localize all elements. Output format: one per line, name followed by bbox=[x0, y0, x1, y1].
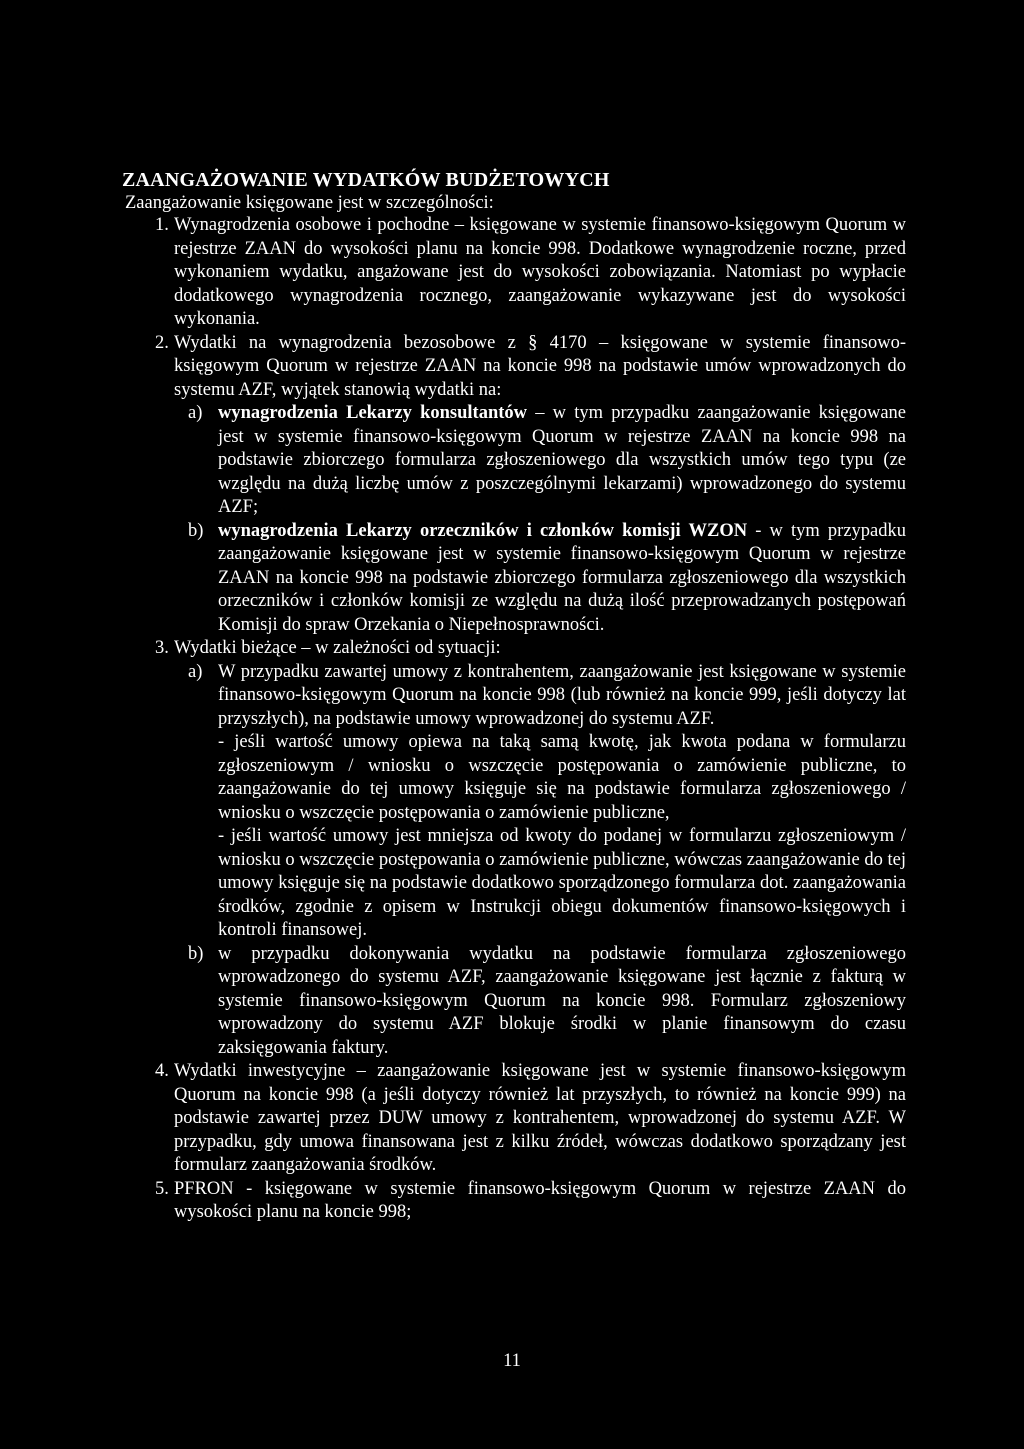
item-number: 5. bbox=[155, 1178, 169, 1199]
sub-item-letter: b) bbox=[188, 520, 204, 541]
items-list bbox=[122, 214, 906, 1225]
list-item bbox=[122, 332, 906, 638]
sub-item bbox=[122, 402, 906, 520]
sub-item-letter: b) bbox=[188, 943, 204, 964]
item-number: 1. bbox=[155, 215, 169, 235]
item-text: Wynagrodzenia osobowe i pochodne – księgowane w systemie finansowo-księgowym Quorum w rejestrze ZAAN do wysokości planu na koncie 998. Dodatkowe wynagrodzenie roczne, przed wykonaniem wydatku, angażowane jest do wysokości zobowiązania. Natomiast po wypłacie dodatkowego wynagrodzenia rocznego, zaangażowanie wykazywane jest do wysokości wykonania. bbox=[174, 215, 906, 329]
item-number: 4. bbox=[155, 1061, 169, 1081]
intro-text: Zaangażowanie księgowane jest w szczególności: bbox=[125, 193, 494, 213]
sub-item-text: – w tym przypadku zaangażowanie księgowane jest w systemie finansowo-księgowym Quorum w rejestrze ZAAN na koncie 998 na podstawie zbiorczego formularza zgłoszeniowego dla wszystkich umów tego typu (ze względu na dużą liczbę umów z poszczególnymi lekarzami) wprowadzonego do systemu AZF; bbox=[218, 403, 906, 517]
sub-item-text: w przypadku dokonywania wydatku na podstawie formularza zgłoszeniowego wprowadzonego do systemu AZF, zaangażowanie księgowane jest łącznie z fakturą w systemie finansowo-księgowym Quorum na koncie 998. Formularz zgłoszeniowy wprowadzony do systemu AZF blokuje środki w planie finansowym do czasu zaksięgowania faktury. bbox=[218, 943, 906, 1058]
item-text: Wydatki bieżące – w zależności od sytuacji: bbox=[174, 638, 501, 658]
sub-item-text: - w tym przypadku zaangażowanie księgowane jest w systemie finansowo-księgowym Quorum w rejestrze ZAAN na koncie 998 na podstawie zbiorczego formularza zgłoszeniowego dla wszystkich orzeczników i członków komisji ze względu na dużą ilość przeprowadzanych postępowań Komisji do spraw Orzekania o Niepełnosprawności. bbox=[218, 520, 907, 635]
sub-item-letter: a) bbox=[188, 661, 203, 682]
list-item bbox=[122, 637, 906, 1060]
sub-item-bold: wynagrodzenia Lekarzy orzeczników i członków komisji WZON bbox=[218, 520, 748, 541]
sub-item bbox=[122, 943, 906, 1061]
sub-item-letter: a) bbox=[188, 403, 203, 423]
list-item bbox=[122, 1178, 906, 1225]
sub-item-paragraph: - jeśli wartość umowy jest mniejsza od kwoty do podanej w formularzu zgłoszeniowym / wniosku o wszczęcie postępowania o zamówienie publiczne, wówczas zaangażowanie do tej umowy księguje się na podstawie dodatkowo sporządzonego formularza dot. zaangażowania środków, zgodnie z opisem w Instrukcji obiegu dokumentów finansowo-księgowych i kontroli finansowej. bbox=[218, 826, 906, 940]
sub-item bbox=[122, 520, 906, 638]
item-number: 2. bbox=[155, 332, 169, 353]
item-text: Wydatki na wynagrodzenia bezosobowe z § 4170 – księgowane w systemie finansowo-księgowym Quorum w rejestrze ZAAN na koncie 998 na podstawie umów wprowadzonych do systemu AZF, wyjątek stanowią wydatki na: bbox=[174, 332, 906, 400]
item-number: 3. bbox=[155, 638, 169, 658]
sub-item-bold: wynagrodzenia Lekarzy konsultantów bbox=[218, 403, 528, 423]
item-text: Wydatki inwestycyjne – zaangażowanie księgowane jest w systemie finansowo-księgowym Quorum na koncie 998 (a jeśli dotyczy również lat przyszłych, to również na koncie 999) na podstawie zawartej przez DUW umowy z kontrahentem, wprowadzonej do systemu AZF. W przypadku, gdy umowa finansowana jest z kilku źródeł, wówczas dodatkowo sporządzany jest formularz zaangażowania środków. bbox=[174, 1061, 906, 1175]
sub-item bbox=[122, 661, 906, 943]
document-page bbox=[122, 168, 906, 1225]
sub-item-paragraph: - jeśli wartość umowy opiewa na taką samą kwotę, jak kwota podana w formularzu zgłoszeniowym / wniosku o wszczęcie postępowania o zamówienie publiczne, to zaangażowanie do tej umowy księguje się na podstawie formularza zgłoszeniowego / wniosku o wszczęcie postępowania o zamówienie publiczne, bbox=[218, 732, 906, 823]
document-title: ZAANGAŻOWANIE WYDATKÓW BUDŻETOWYCH bbox=[122, 169, 610, 191]
list-item bbox=[122, 1060, 906, 1178]
sub-item-text: W przypadku zawartej umowy z kontrahentem, zaangażowanie jest księgowane w systemie finansowo-księgowym Quorum na koncie 998 (lub również na koncie 999, jeśli dotyczy lat przyszłych), na podstawie umowy wprowadzonej do systemu AZF. bbox=[218, 661, 906, 729]
list-item bbox=[122, 214, 906, 332]
item-text: PFRON - księgowane w systemie finansowo-księgowym Quorum w rejestrze ZAAN do wysokości planu na koncie 998; bbox=[174, 1178, 906, 1222]
page-number: 11 bbox=[503, 1351, 521, 1371]
